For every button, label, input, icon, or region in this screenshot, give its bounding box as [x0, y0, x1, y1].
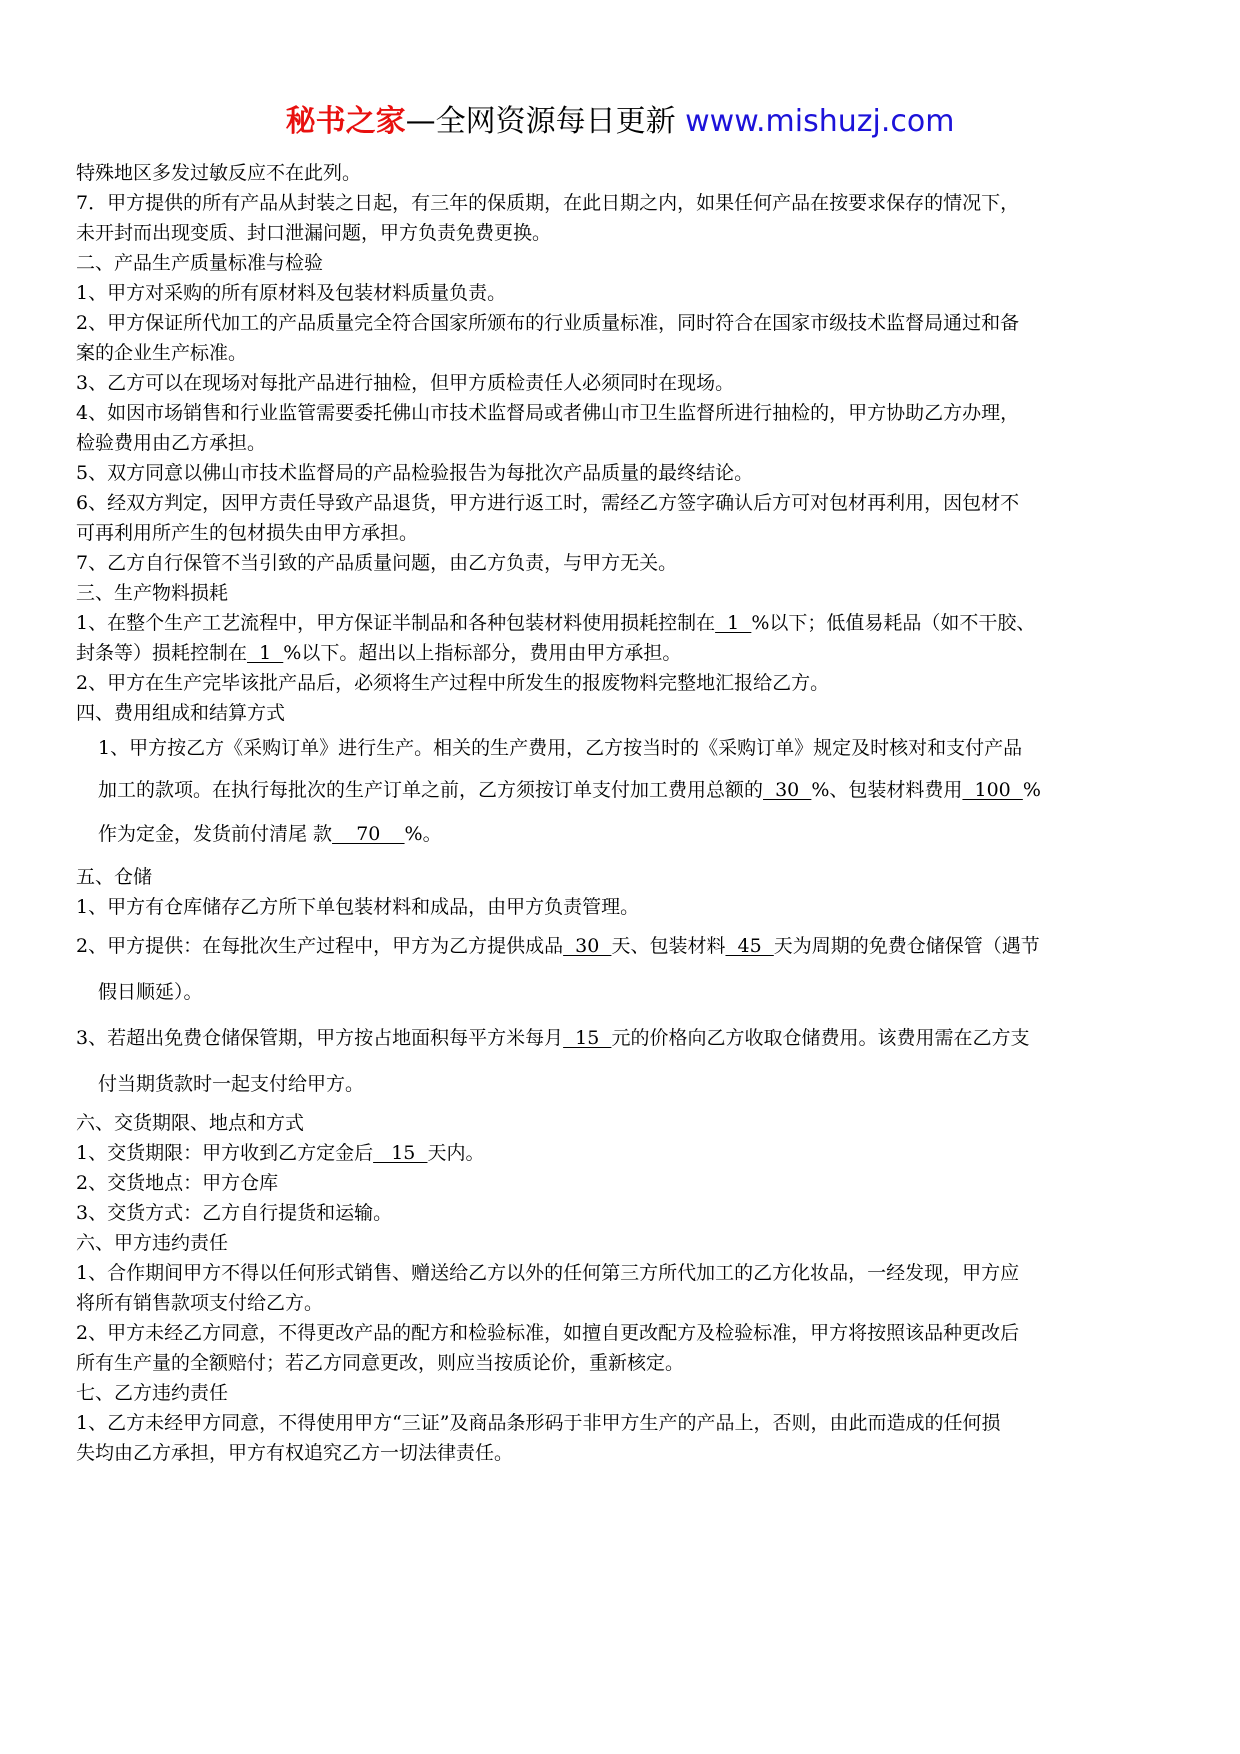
text-fragment: 作为定金，发货前付清尾 款 [98, 823, 333, 845]
text-line [76, 638, 1166, 668]
text-line: 所有生产量的全额赔付；若乙方同意更改，则应当按质论价，重新核定。 [76, 1352, 685, 1374]
section-heading: 七、乙方违约责任 [76, 1382, 229, 1404]
text-line: 2、甲方未经乙方同意，不得更改产品的配方和检验标准，如擅自更改配方及检验标准，甲方将按照该品种更改后 [76, 1322, 1020, 1344]
consumable-loss-value: 1 [247, 642, 284, 664]
text-line: 5、双方同意以佛山市技术监督局的产品检验报告为每批次产品质量的最终结论。 [76, 462, 754, 484]
text-fragment: 天、包装材料 [611, 935, 726, 957]
section-heading: 二、产品生产质量标准与检验 [76, 252, 324, 274]
text-line: 1、甲方有仓库储存乙方所下单包装材料和成品，由甲方负责管理。 [76, 896, 640, 918]
text-line: 1、乙方未经甲方同意，不得使用甲方“三证”及商品条形码于非甲方生产的产品上，否则，由此而造成的任何损 [76, 1412, 1001, 1434]
text-line: 案的企业生产标准。 [76, 342, 248, 364]
text-fragment: %以下。超出以上指标部分，费用由甲方承担。 [283, 642, 682, 664]
text-line [76, 608, 1166, 638]
text-line: 1、甲方按乙方《采购订单》进行生产。相关的生产费用，乙方按当时的《采购订单》规定及时核对和支付产品 [98, 737, 1023, 759]
text-fragment: 天内。 [427, 1142, 485, 1164]
text-line [76, 1022, 1166, 1054]
storage-fee-value: 15 [563, 1027, 612, 1049]
packaging-percent-value: 100 [962, 779, 1023, 801]
text-fragment: 1、交货期限：甲方收到乙方定金后 [76, 1142, 374, 1164]
text-fragment: 元的价格向乙方收取仓储费用。该费用需在乙方支 [611, 1027, 1030, 1049]
section-heading: 六、交货期限、地点和方式 [76, 1112, 305, 1134]
banner-dash: — [405, 104, 436, 139]
text-line: 7．甲方提供的所有产品从封装之日起，有三年的保质期，在此日期之内，如果任何产品在按要求保存的情况下， [76, 192, 1020, 214]
banner-slogan: 全网资源每日更新 [435, 104, 676, 139]
text-line: 特殊地区多发过敏反应不在此列。 [76, 162, 362, 184]
document-body [76, 158, 1166, 1468]
text-line: 检验费用由乙方承担。 [76, 432, 267, 454]
section-heading: 五、仓储 [76, 866, 153, 888]
text-line [76, 930, 1166, 962]
text-fragment: 3、若超出免费仓储保管期，甲方按占地面积每平方米每月 [76, 1027, 564, 1049]
text-fragment: 天为周期的免费仓储保管（遇节 [773, 935, 1040, 957]
section-heading: 三、生产物料损耗 [76, 582, 229, 604]
text-line: 3、乙方可以在现场对每批产品进行抽检，但甲方质检责任人必须同时在现场。 [76, 372, 735, 394]
text-fragment: %。 [404, 823, 442, 845]
text-line: 付当期货款时一起支付给甲方。 [98, 1073, 365, 1095]
section-heading: 六、甲方违约责任 [76, 1232, 229, 1254]
text-fragment: 1、在整个生产工艺流程中，甲方保证半制品和各种包装材料使用损耗控制在 [76, 612, 716, 634]
text-line: 7、乙方自行保管不当引致的产品质量问题，由乙方负责，与甲方无关。 [76, 552, 678, 574]
text-line: 2、甲方在生产完毕该批产品后，必须将生产过程中所发生的报废物料完整地汇报给乙方。 [76, 672, 830, 694]
text-line: 失均由乙方承担，甲方有权追究乙方一切法律责任。 [76, 1442, 514, 1464]
text-fragment: 加工的款项。在执行每批次的生产订单之前，乙方须按订单支付加工费用总额的 [98, 779, 764, 801]
section-heading: 四、费用组成和结算方式 [76, 702, 286, 724]
text-line: 未开封而出现变质、封口泄漏问题，甲方负责免费更换。 [76, 222, 552, 244]
balance-percent-value: 70 [332, 823, 405, 845]
delivery-days-value: 15 [373, 1142, 428, 1164]
text-fragment: 2、甲方提供：在每批次生产过程中，甲方为乙方提供成品 [76, 935, 564, 957]
text-line: 4、如因市场销售和行业监管需要委托佛山市技术监督局或者佛山市卫生监督所进行抽检的，甲方协助乙方办理， [76, 402, 1020, 424]
material-days-value: 45 [725, 935, 774, 957]
text-line [76, 774, 1166, 806]
text-line: 2、交货地点：甲方仓库 [76, 1172, 279, 1194]
text-line: 6、经双方判定，因甲方责任导致产品退货，甲方进行返工时，需经乙方签字确认后方可对包材再利用，因包材不 [76, 492, 1020, 514]
text-line: 将所有销售款项支付给乙方。 [76, 1292, 324, 1314]
text-line: 可再利用所产生的包材损失由甲方承担。 [76, 522, 419, 544]
text-line [76, 818, 1166, 850]
site-banner [0, 102, 1240, 142]
text-fragment: %、包装材料费用 [811, 779, 963, 801]
product-days-value: 30 [563, 935, 612, 957]
text-fragment: 封条等）损耗控制在 [76, 642, 248, 664]
loss-rate-value: 1 [715, 612, 752, 634]
text-line [76, 1138, 1166, 1168]
text-fragment: % [1022, 779, 1041, 801]
text-line: 3、交货方式：乙方自行提货和运输。 [76, 1202, 393, 1224]
text-line: 1、合作期间甲方不得以任何形式销售、赠送给乙方以外的任何第三方所代加工的乙方化妆品，一经发现，甲方应 [76, 1262, 1020, 1284]
text-fragment: %以下；低值易耗品（如不干胶、 [751, 612, 1036, 634]
banner-brand: 秘书之家 [285, 104, 406, 139]
deposit-percent-value: 30 [763, 779, 812, 801]
text-line: 1、甲方对采购的所有原材料及包装材料质量负责。 [76, 282, 507, 304]
text-line: 2、甲方保证所代加工的产品质量完全符合国家所颁布的行业质量标准，同时符合在国家市级技术监督局通过和备 [76, 312, 1020, 334]
text-line: 假日顺延）。 [98, 981, 203, 1003]
banner-url-link[interactable]: www.mishuzj.com [685, 104, 955, 139]
